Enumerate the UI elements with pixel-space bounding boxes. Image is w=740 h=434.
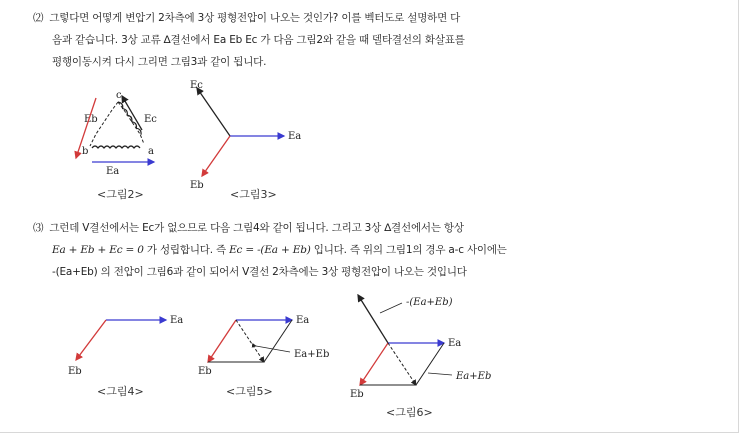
- para2-line2: 음과 같습니다. 3상 교류 ∆결선에서 Ea Eb Ec 가 다음 그림2와 같을 때 델타결선의 화살표를: [52, 34, 465, 46]
- para3-number: ⑶: [33, 222, 44, 234]
- figure6-resultant: [340, 285, 510, 400]
- fig5-arrow-eb: [208, 320, 236, 362]
- fig2-node-c: c: [116, 90, 122, 101]
- fig6-pointer-neg: [380, 303, 402, 313]
- fig5-caption: <그림5>: [226, 385, 273, 398]
- para3-line3: -(Ea+Eb) 의 전압이 그림6과 같이 되어서 V결선 2차측에는 3상 평형전압이 나오는 것입니다: [52, 266, 467, 278]
- figure3-vectors: [180, 76, 310, 196]
- para2-line1: ⑵ 그렇다면 어떻게 변압기 2차측에 3상 평형전압이 나오는 것인가? 이를 벡터도로 설명하면 다: [33, 12, 461, 24]
- fig2-label-eb: Eb: [84, 114, 98, 125]
- fig2-caption: <그림2>: [97, 188, 144, 201]
- fig3-arrow-eb: [202, 136, 230, 176]
- fig2-arrow-ec: [122, 96, 142, 130]
- fig2-node-b: b: [82, 146, 89, 157]
- fig3-label-ea: Ea: [288, 131, 302, 142]
- fig3-label-eb: Eb: [190, 180, 204, 191]
- fig6-edge-right: [416, 343, 444, 385]
- fig6-label-sum: Ea+Eb: [456, 371, 492, 382]
- para3-line2: Ea + Eb + Ec = 0 가 성립합니다. 즉 Ec = -(Ea + Eb) 입니다. 즉 위의 그림1의 경우 a-c 사이에는: [52, 244, 507, 256]
- fig4-label-eb: Eb: [68, 366, 82, 377]
- fig5-label-eb: Eb: [198, 366, 212, 377]
- fig6-label-neg-sum: -(Ea+Eb): [406, 297, 453, 308]
- fig6-pointer-sum: [428, 373, 452, 375]
- para2-line3: 평행이동시켜 다시 그리면 그림3과 같이 됩니다.: [52, 56, 267, 68]
- fig6-arrow-sum: [388, 343, 416, 385]
- fig3-arrow-ec: [197, 88, 230, 136]
- figure5-parallelogram: [196, 308, 346, 380]
- para3-equation1: Ea + Eb + Ec = 0: [52, 244, 144, 256]
- fig3-label-ec: Ec: [190, 80, 203, 91]
- fig2-label-ec: Ec: [144, 114, 157, 125]
- fig6-label-ea: Ea: [448, 338, 462, 349]
- figure4-v-connection: [60, 308, 190, 378]
- para3-equation2: Ec = -(Ea + Eb): [229, 244, 311, 256]
- para2-number: ⑵: [33, 12, 44, 24]
- fig6-arrow-neg-sum: [358, 295, 388, 343]
- figure2-delta: [62, 82, 172, 182]
- fig4-label-ea: Ea: [170, 315, 184, 326]
- fig5-edge-right: [264, 320, 292, 362]
- para3-line1: ⑶ 그런데 V결선에서는 Ec가 없으므로 다음 그림4와 같이 됩니다. 그리고 3상 ∆결선에서는 항상: [33, 222, 464, 234]
- fig6-arrow-eb: [360, 343, 388, 385]
- fig5-arrow-sum: [236, 320, 264, 362]
- fig4-caption: <그림4>: [97, 385, 144, 398]
- fig5-label-ea: Ea: [296, 315, 310, 326]
- fig5-label-sum: Ea+Eb: [294, 349, 330, 360]
- fig2-label-ea: Ea: [106, 166, 120, 177]
- fig2-node-a: a: [148, 146, 154, 157]
- fig5-pointer: [256, 346, 290, 352]
- fig6-caption: <그림6>: [386, 406, 433, 419]
- fig3-caption: <그림3>: [230, 188, 277, 201]
- fig6-label-eb: Eb: [350, 389, 364, 400]
- fig4-arrow-eb: [76, 320, 106, 360]
